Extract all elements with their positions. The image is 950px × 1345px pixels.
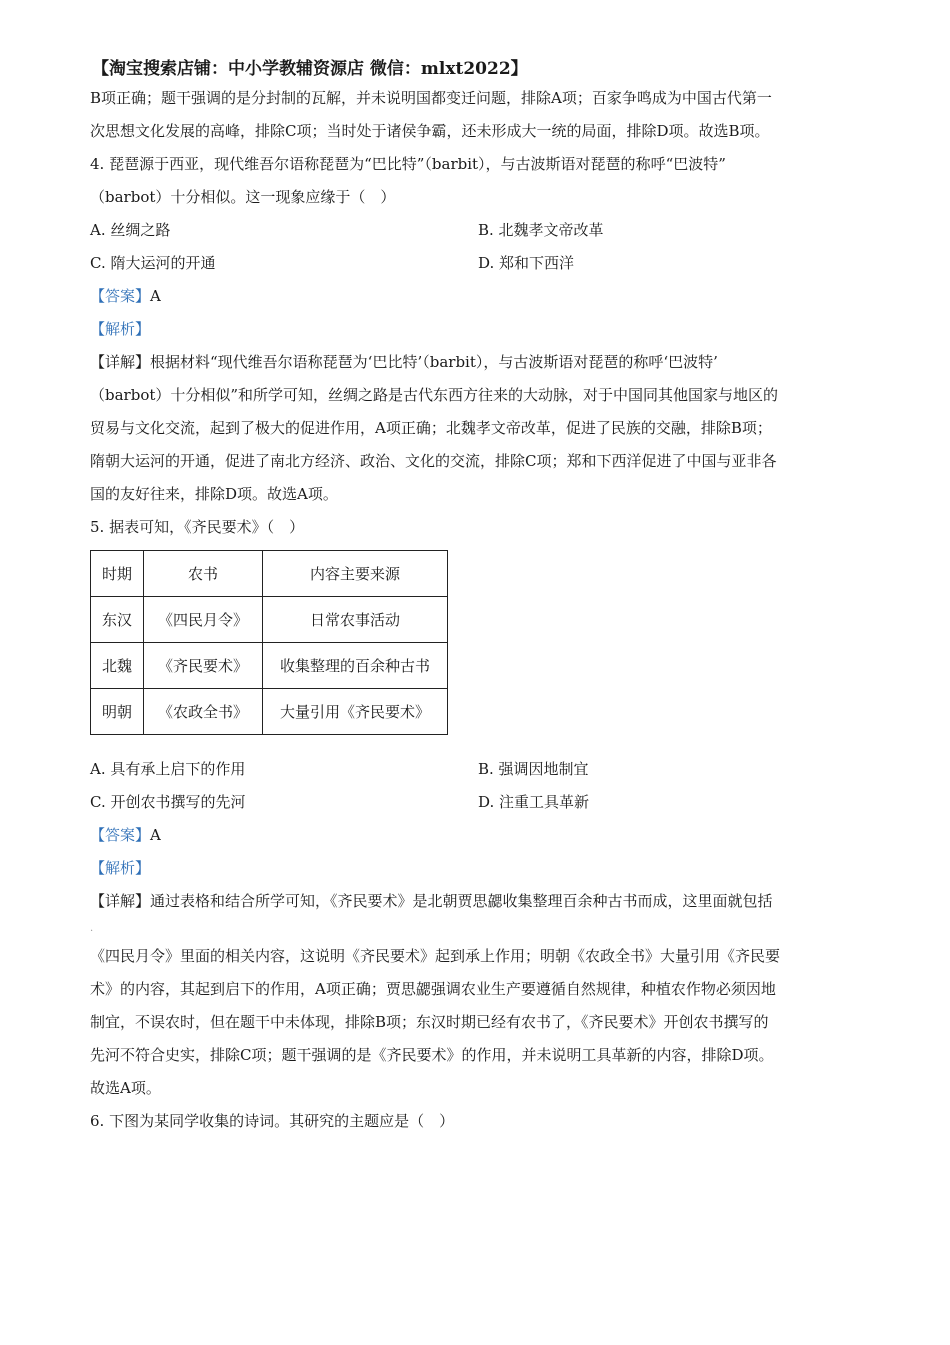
- q5-option-c: C. 开创农书撰写的先河: [90, 793, 246, 811]
- table-cell: 收集整理的百余种古书: [263, 643, 448, 689]
- q4-answer: [90, 280, 860, 313]
- q5-detail-line: 制宜，不误农时，但在题干中未体现，排除B项；东汉时期已经有农书了，《齐民要术》开创农书撰写的: [90, 1013, 769, 1031]
- table-cell: 东汉: [91, 597, 144, 643]
- detail-text: 通过表格和结合所学可知，《齐民要术》是北朝贾思勰收集整理百余种古书而成，这里面就包括: [150, 892, 773, 910]
- table-row: [91, 597, 448, 643]
- q4-option-c: C. 隋大运河的开通: [90, 254, 216, 272]
- answer-value: A: [150, 287, 161, 305]
- table-row: [91, 643, 448, 689]
- answer-value: A: [150, 826, 161, 844]
- table-cell: 《农政全书》: [144, 689, 263, 735]
- table-header-cell: 农书: [144, 551, 263, 597]
- q5-option-d: D. 注重工具革新: [478, 793, 590, 811]
- analysis-tag: 【解析】: [90, 320, 151, 338]
- q5-detail-line: 《四民月令》里面的相关内容，这说明《齐民要术》起到承上作用；明朝《农政全书》大量引用《齐民要: [90, 947, 781, 965]
- q5-table: [90, 550, 448, 735]
- q4-option-b: B. 北魏孝文帝改革: [478, 221, 604, 239]
- q4-detail-line: 国的友好往来，排除D项。故选A项。: [90, 485, 338, 503]
- q4-analysis: [90, 313, 860, 346]
- page-break-dot: .: [90, 923, 94, 934]
- detail-text: 根据材料“现代维吾尔语称琵琶为‘巴比特’（barbit），与古波斯语对琵琶的称呼‘巴波特’: [150, 353, 718, 371]
- q4-options: [90, 214, 860, 280]
- q5-option-b: B. 强调因地制宜: [478, 760, 589, 778]
- q5-answer: [90, 819, 860, 852]
- table-header-cell: 时期: [91, 551, 144, 597]
- q4-stem: （barbot）十分相似。这一现象应缘于（ ）: [90, 188, 396, 206]
- table-row: [91, 689, 448, 735]
- table-header-cell: 内容主要来源: [263, 551, 448, 597]
- table-cell: 大量引用《齐民要术》: [263, 689, 448, 735]
- q3-explanation-line: 次思想文化发展的高峰，排除C项；当时处于诸侯争霸，还未形成大一统的局面，排除D项。故选B项。: [90, 122, 770, 140]
- table-cell: 《齐民要术》: [144, 643, 263, 689]
- q5-stem: 5. 据表可知，《齐民要术》（ ）: [90, 518, 305, 536]
- q4-stem: 4. 琵琶源于西亚，现代维吾尔语称琵琶为“巴比特”（barbit），与古波斯语对琵琶的称呼“巴波特”: [90, 155, 726, 173]
- q4-detail-line: 隋朝大运河的开通，促进了南北方经济、政治、文化的交流，排除C项；郑和下西洋促进了中国与亚非各: [90, 452, 777, 470]
- q4-option-d: D. 郑和下西洋: [478, 254, 575, 272]
- document-page: [90, 56, 860, 1138]
- q5-detail-line: 术》的内容，其起到启下的作用，A项正确；贾思勰强调农业生产要遵循自然规律，种植农作物必须因地: [90, 980, 776, 998]
- q5-options: [90, 753, 860, 819]
- table-cell: 日常农事活动: [263, 597, 448, 643]
- q5-analysis: [90, 852, 860, 885]
- analysis-tag: 【解析】: [90, 859, 151, 877]
- q4-option-a: A. 丝绸之路: [90, 221, 171, 239]
- table-cell: 明朝: [91, 689, 144, 735]
- q6-stem: 6. 下图为某同学收集的诗词。其研究的主题应是（ ）: [90, 1112, 455, 1130]
- q5-detail-line: [90, 885, 860, 918]
- q4-detail-line: [90, 346, 860, 379]
- table-header-row: [91, 551, 448, 597]
- answer-tag: 【答案】: [90, 826, 151, 844]
- detail-tag: 【详解】: [90, 353, 151, 371]
- shop-header: 【淘宝搜索店铺：中小学教辅资源店 微信：mlxt2022】: [92, 59, 528, 79]
- table-cell: 《四民月令》: [144, 597, 263, 643]
- detail-tag: 【详解】: [90, 892, 151, 910]
- q5-detail-line: 故选A项。: [90, 1079, 161, 1097]
- table-cell: 北魏: [91, 643, 144, 689]
- q3-explanation-line: B项正确；题干强调的是分封制的瓦解，并未说明国都变迁问题，排除A项；百家争鸣成为中国古代第一: [90, 89, 772, 107]
- q5-detail-line: 先河不符合史实，排除C项；题干强调的是《齐民要术》的作用，并未说明工具革新的内容，排除D项。: [90, 1046, 774, 1064]
- answer-tag: 【答案】: [90, 287, 151, 305]
- q5-option-a: A. 具有承上启下的作用: [90, 760, 246, 778]
- q4-detail-line: 贸易与文化交流，起到了极大的促进作用，A项正确；北魏孝文帝改革，促进了民族的交融，排除B项；: [90, 419, 772, 437]
- q4-detail-line: （barbot）十分相似”和所学可知，丝绸之路是古代东西方往来的大动脉，对于中国同其他国家与地区的: [90, 386, 779, 404]
